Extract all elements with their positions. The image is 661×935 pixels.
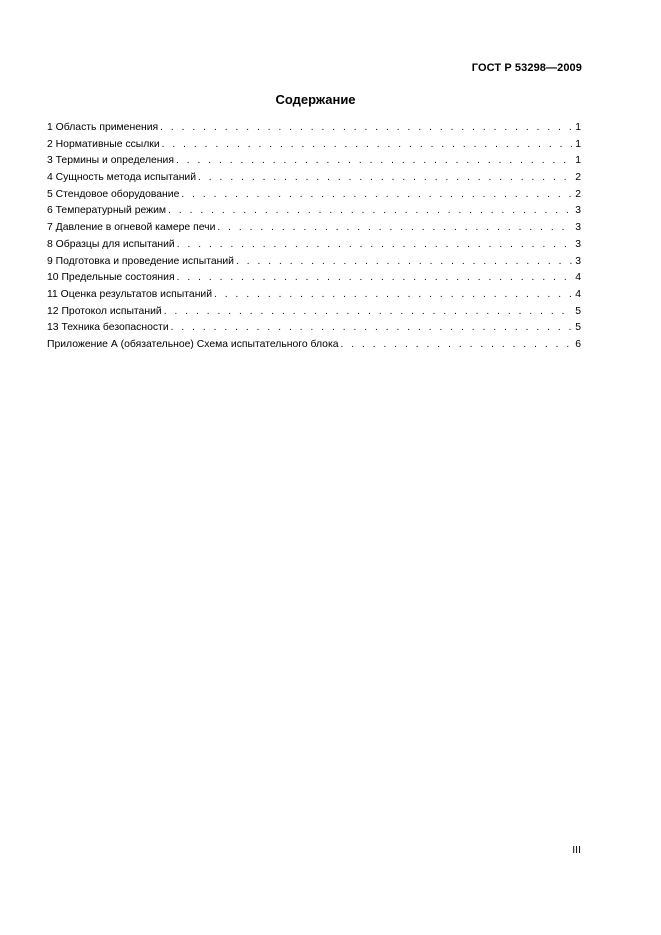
toc-item-label: 12 Протокол испытаний xyxy=(47,305,162,317)
toc-dot-leader xyxy=(214,287,572,304)
toc-item-page: 3 xyxy=(575,222,581,234)
toc-dot-leader xyxy=(160,120,572,137)
toc-dot-leader xyxy=(164,304,573,321)
toc-item-label: 8 Образцы для испытаний xyxy=(47,238,175,250)
toc-item-label: 6 Температурный режим xyxy=(47,205,167,217)
toc-item-page: 4 xyxy=(575,288,581,300)
toc-item-page: 1 xyxy=(575,138,581,150)
toc-item[interactable] xyxy=(47,220,581,237)
toc-item-label: Приложение А (обязательное) Схема испытательного блока xyxy=(47,338,339,350)
toc-dot-leader xyxy=(176,153,572,170)
toc-dot-leader xyxy=(181,187,572,204)
toc-item-page: 2 xyxy=(575,188,581,200)
toc-item-page: 1 xyxy=(575,155,581,167)
toc-item-label: 3 Термины и определения xyxy=(47,155,174,167)
table-of-contents xyxy=(47,120,581,354)
toc-title: Содержание xyxy=(275,92,356,107)
toc-item[interactable] xyxy=(47,187,581,204)
toc-item-page: 5 xyxy=(575,322,581,334)
toc-dot-leader xyxy=(217,220,572,237)
toc-dot-leader xyxy=(171,320,573,337)
toc-item[interactable] xyxy=(47,287,581,304)
toc-item-label: 11 Оценка результатов испытаний xyxy=(47,288,213,300)
toc-item-page: 3 xyxy=(575,238,581,250)
toc-dot-leader xyxy=(341,337,573,354)
toc-item[interactable] xyxy=(47,170,581,187)
toc-item[interactable] xyxy=(47,237,581,254)
toc-item-label: 7 Давление в огневой камере печи xyxy=(47,222,216,234)
toc-item[interactable] xyxy=(47,304,581,321)
toc-dot-leader xyxy=(168,203,572,220)
page-number: III xyxy=(572,844,581,856)
toc-item-page: 4 xyxy=(575,272,581,284)
toc-item-label: 9 Подготовка и проведение испытаний xyxy=(47,255,234,267)
toc-item[interactable] xyxy=(47,153,581,170)
toc-dot-leader xyxy=(177,270,573,287)
standard-code: ГОСТ Р 53298—2009 xyxy=(471,62,582,74)
toc-item[interactable] xyxy=(47,337,581,354)
toc-item-page: 3 xyxy=(575,255,581,267)
toc-item-page: 2 xyxy=(575,172,581,184)
toc-item[interactable] xyxy=(47,203,581,220)
toc-item[interactable] xyxy=(47,270,581,287)
toc-item[interactable] xyxy=(47,137,581,154)
toc-item-page: 6 xyxy=(575,338,581,350)
toc-item-page: 1 xyxy=(575,122,581,133)
toc-dot-leader xyxy=(236,254,572,271)
toc-dot-leader xyxy=(162,137,573,154)
toc-item-label: 13 Техника безопасности xyxy=(47,322,169,334)
toc-item-page: 5 xyxy=(575,305,581,317)
toc-item-page: 3 xyxy=(575,205,581,217)
toc-item-label: 5 Стендовое оборудование xyxy=(47,188,180,200)
toc-item-label: 1 Область применения xyxy=(47,122,159,133)
toc-item-label: 2 Нормативные ссылки xyxy=(47,138,160,150)
toc-item[interactable] xyxy=(47,120,581,137)
toc-dot-leader xyxy=(177,237,573,254)
toc-item[interactable] xyxy=(47,320,581,337)
toc-item[interactable] xyxy=(47,254,581,271)
toc-item-label: 10 Предельные состояния xyxy=(47,272,175,284)
toc-item-label: 4 Сущность метода испытаний xyxy=(47,172,197,184)
toc-dot-leader xyxy=(198,170,572,187)
